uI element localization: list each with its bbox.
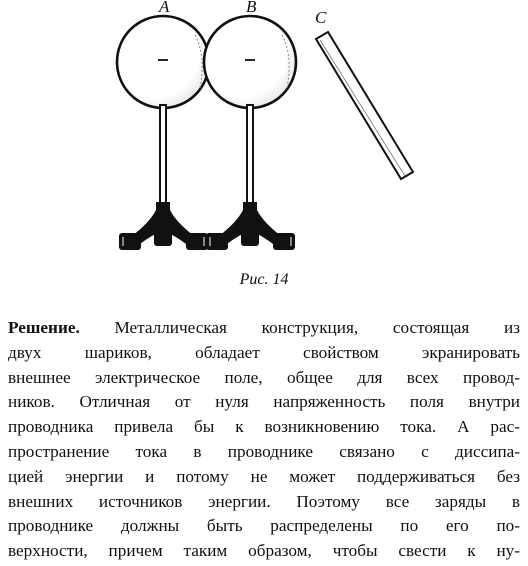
solution-text [8,316,520,564]
text-line: внешнее электрическое поле, общее для всех провод- [8,367,520,387]
label-a: A [159,0,170,16]
first-line-rest: Металлическая конструкция, состоящая из [79,318,520,337]
solution-heading: Решение. [8,318,80,337]
label-c: C [315,8,327,27]
text-line: внешних источников энергии. Поэтому все заряды в [8,491,520,511]
sphere-b [204,16,296,108]
text-line: пространение тока в проводнике связано с диссипа- [8,441,520,461]
stand-b [206,105,295,250]
text-line: цией энергии и потому не может поддерживаться без [8,466,520,486]
text-line: двух шариков, обладает свойством экранировать [8,342,520,362]
text-line [8,316,520,341]
figure-caption: Рис. 14 [239,271,289,288]
label-b: B [246,0,257,16]
rod-c [316,32,413,179]
text-line: верхности, причем таким образом, чтобы свести к ну- [8,541,520,561]
text-line: проводника привела бы к возникновению тока. А рас- [8,417,520,437]
sphere-a [117,16,209,108]
stand-a [119,105,208,250]
text-line: ников. Отличная от нуля напряженность поля внутри [8,392,520,412]
text-line: проводнике должны быть распределены по его по- [8,516,520,536]
